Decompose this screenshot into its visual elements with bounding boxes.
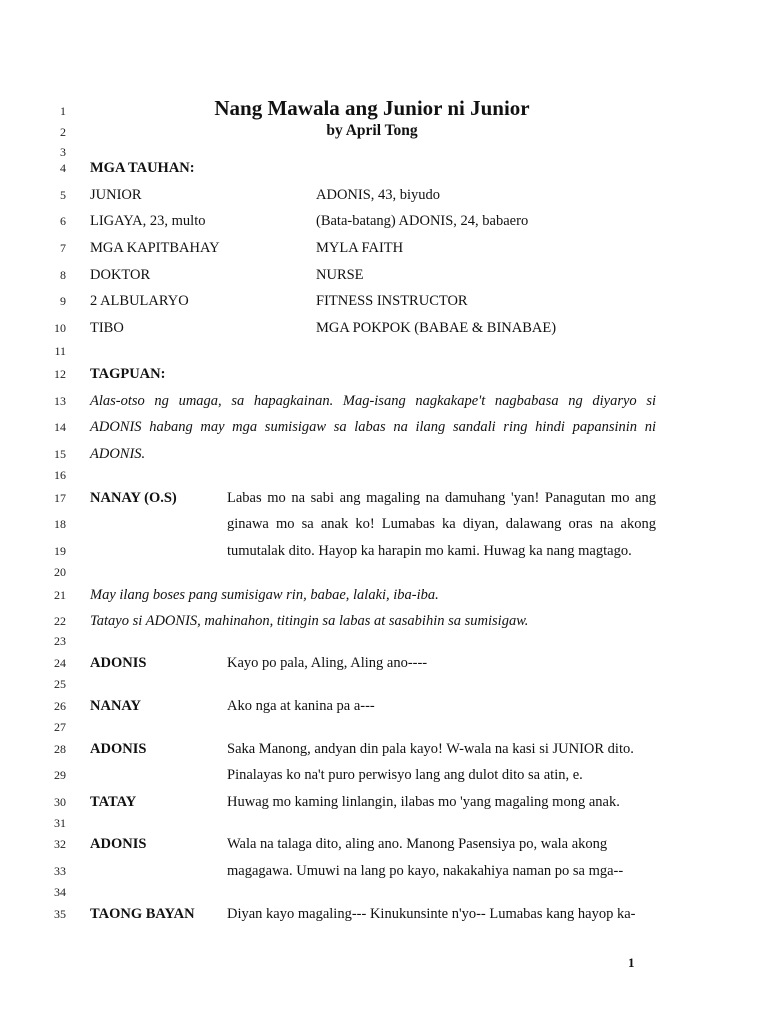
line-number: 1 (60, 104, 66, 118)
dialogue-line: Pinalayas ko na't puro perwisyo lang ang dulot dito sa atin, e. (227, 767, 583, 783)
line-number: 20 (54, 565, 66, 579)
line-number: 9 (60, 294, 66, 308)
dialogue-line: tumutalak dito. Hayop ka harapin mo kami. Huwag ka nang magtago. (227, 543, 632, 559)
speaker-name: NANAY (90, 698, 142, 714)
line-number: 27 (54, 720, 66, 734)
dialogue-line: magagawa. Umuwi na lang po kayo, nakakahiya naman po sa mga-- (227, 863, 624, 879)
setting-line: ADONIS habang may mga sumisigaw sa labas na ilang sandali ring hindi papansinin ni (90, 419, 656, 435)
line-number: 32 (54, 837, 66, 851)
document-title: Nang Mawala ang Junior ni Junior (214, 96, 530, 120)
line-number: 19 (54, 544, 66, 558)
dialogue-line: Labas mo na sabi ang magaling na damuhang 'yan! Panagutan mo ang (227, 490, 656, 506)
speaker-name: TATAY (90, 794, 137, 810)
line-number: 22 (54, 614, 66, 628)
line-number: 11 (54, 344, 66, 358)
line-number: 10 (54, 321, 66, 335)
cast-right: FITNESS INSTRUCTOR (316, 293, 468, 309)
line-number: 3 (60, 145, 66, 159)
setting-line: Alas-otso ng umaga, sa hapagkainan. Mag-isang nagkakape't nagbabasa ng diyaryo si (90, 393, 656, 409)
cast-right: MYLA FAITH (316, 240, 404, 256)
line-number: 30 (54, 795, 66, 809)
line-number: 23 (54, 634, 66, 648)
page-number: 1 (628, 955, 635, 970)
cast-right: (Bata-batang) ADONIS, 24, babaero (316, 213, 529, 229)
line-number: 18 (54, 517, 66, 531)
line-number: 5 (60, 188, 66, 202)
speaker-name: ADONIS (90, 655, 147, 671)
cast-right: MGA POKPOK (BABAE & BINABAE) (316, 320, 557, 336)
line-number: 31 (54, 816, 66, 830)
cast-right: ADONIS, 43, biyudo (316, 187, 441, 203)
cast-left: DOKTOR (90, 267, 151, 283)
line-number: 8 (60, 268, 66, 282)
cast-left: JUNIOR (90, 187, 142, 203)
line-number: 13 (54, 394, 66, 408)
setting-line: ADONIS. (90, 446, 146, 462)
cast-right: NURSE (316, 267, 364, 283)
byline: by April Tong (326, 122, 418, 139)
line-number: 2 (60, 125, 66, 139)
line-number: 25 (54, 677, 66, 691)
dialogue-line: Huwag mo kaming linlangin, ilabas mo 'yang magaling mong anak. (227, 794, 620, 810)
speaker-name: NANAY (O.S) (90, 490, 177, 506)
cast-left: MGA KAPITBAHAY (90, 240, 220, 256)
line-number: 17 (54, 491, 66, 505)
line-number: 28 (54, 742, 66, 756)
cast-heading: MGA TAUHAN: (90, 160, 195, 176)
dialogue-line: Ako nga at kanina pa a--- (227, 698, 375, 714)
setting-heading: TAGPUAN: (90, 366, 166, 382)
cast-left: LIGAYA, 23, multo (90, 213, 206, 229)
stage-direction: Tatayo si ADONIS, mahinahon, titingin sa labas at sasabihin sa sumisigaw. (90, 613, 529, 629)
line-number: 15 (54, 447, 66, 461)
stage-direction: May ilang boses pang sumisigaw rin, babae, lalaki, iba-iba. (90, 587, 439, 603)
line-number: 14 (54, 420, 66, 434)
dialogue-line: Diyan kayo magaling--- Kinukunsinte n'yo-- Lumabas kang hayop ka- (227, 906, 636, 922)
speaker-name: ADONIS (90, 741, 147, 757)
line-number: 35 (54, 907, 66, 921)
dialogue-line: Saka Manong, andyan din pala kayo! W-wala na kasi si JUNIOR dito. (227, 741, 634, 757)
speaker-name: TAONG BAYAN (90, 906, 195, 922)
line-number: 7 (60, 241, 66, 255)
line-number: 16 (54, 468, 66, 482)
cast-left: 2 ALBULARYO (90, 293, 189, 309)
line-number: 33 (54, 864, 66, 878)
dialogue-line: ginawa mo sa anak ko! Lumabas ka diyan, dalawang oras na akong (227, 516, 656, 532)
line-number: 21 (54, 588, 66, 602)
cast-left: TIBO (90, 320, 124, 336)
dialogue-line: Wala na talaga dito, aling ano. Manong Pasensiya po, wala akong (227, 836, 608, 852)
speaker-name: ADONIS (90, 836, 147, 852)
line-number: 24 (54, 656, 66, 670)
dialogue-line: Kayo po pala, Aling, Aling ano---- (227, 655, 428, 671)
line-number: 4 (60, 161, 66, 175)
line-number: 34 (54, 885, 66, 899)
line-number: 6 (60, 214, 66, 228)
line-number: 29 (54, 768, 66, 782)
line-number: 26 (54, 699, 66, 713)
line-number: 12 (54, 367, 66, 381)
